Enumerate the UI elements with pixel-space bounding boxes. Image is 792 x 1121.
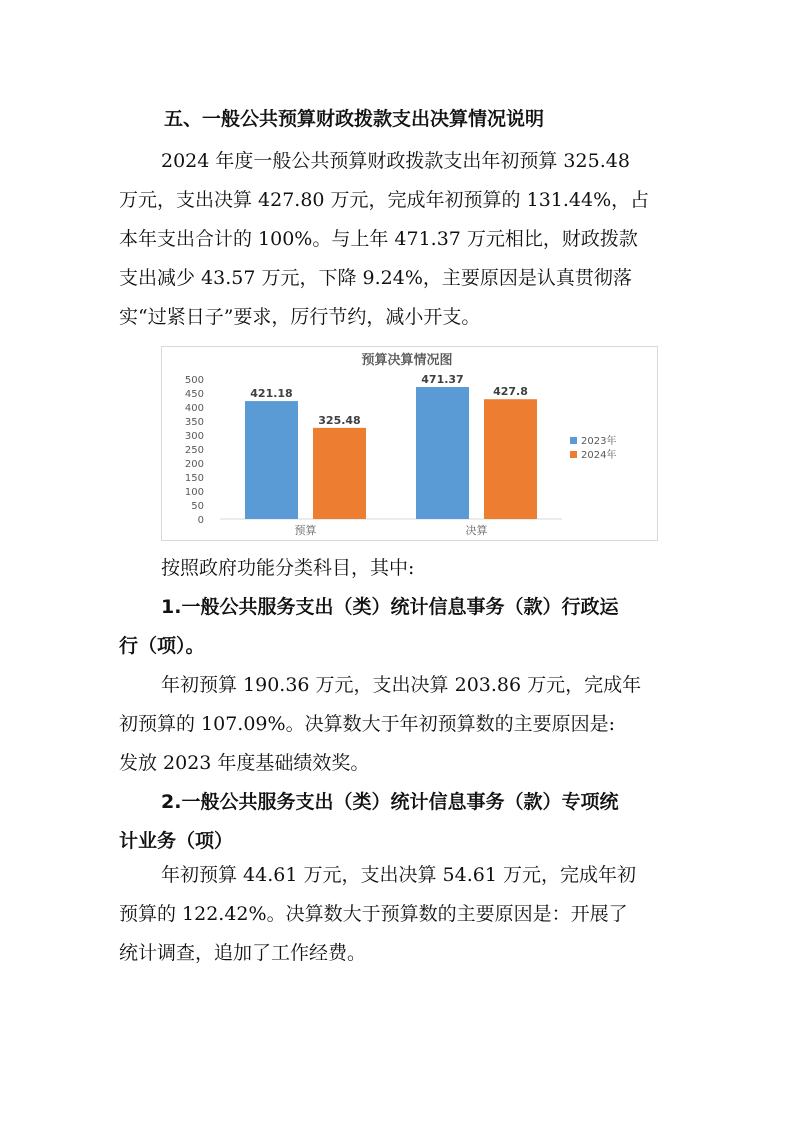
paragraph-line: 初预算的 107.09%。决算数大于年初预算数的主要原因是: xyxy=(119,713,615,735)
y-tick-label: 400 xyxy=(184,403,204,414)
paragraph-budget-summary xyxy=(119,142,679,337)
item2-heading xyxy=(119,783,679,861)
y-tick-label: 250 xyxy=(184,445,204,456)
x-tick-label: 决算 xyxy=(465,524,488,537)
paragraph-line: 年初预算 190.36 万元，支出决算 203.86 万元，完成年 xyxy=(161,674,642,696)
data-label: 471.37 xyxy=(421,373,464,387)
y-tick-label: 0 xyxy=(197,515,204,526)
budget-chart-svg xyxy=(162,347,657,540)
heading-line: 1.一般公共服务支出（类）统计信息事务（款）行政运 xyxy=(161,596,619,618)
x-tick-label: 预算 xyxy=(294,524,317,537)
heading-line: 2.一般公共服务支出（类）统计信息事务（款）专项统 xyxy=(161,791,619,813)
heading-line: 计业务（项） xyxy=(119,830,234,852)
legend-swatch xyxy=(570,451,577,458)
bar-1-1 xyxy=(484,399,537,519)
data-label: 427.8 xyxy=(493,385,528,399)
paragraph-line: 统计调查，追加了工作经费。 xyxy=(119,942,367,964)
paragraph-line: 预算的 122.42%。决算数大于预算数的主要原因是：开展了 xyxy=(119,903,628,925)
paragraph-line: 本年支出合计的 100%。与上年 471.37 万元相比，财政拨款 xyxy=(119,228,638,250)
y-tick-label: 450 xyxy=(184,389,204,400)
y-tick-label: 50 xyxy=(191,501,204,512)
y-tick-label: 300 xyxy=(184,431,204,442)
paragraph-line: 按照政府功能分类科目，其中: xyxy=(161,557,415,579)
legend-swatch xyxy=(570,437,577,444)
legend-label: 2023年 xyxy=(581,436,617,447)
heading-line: 行（项）。 xyxy=(119,635,205,657)
budget-chart xyxy=(161,346,658,541)
bar-0-1 xyxy=(416,387,469,519)
y-tick-label: 200 xyxy=(184,459,204,470)
data-label: 325.48 xyxy=(318,413,361,427)
y-tick-label: 350 xyxy=(184,417,204,428)
paragraph-line: 支出减少 43.57 万元，下降 9.24%，主要原因是认真贯彻落 xyxy=(119,267,632,289)
chart-title: 预算决算情况图 xyxy=(361,353,453,368)
y-tick-label: 100 xyxy=(184,487,204,498)
paragraph-line: 年初预算 44.61 万元，支出决算 54.61 万元，完成年初 xyxy=(161,864,636,886)
legend-label: 2024年 xyxy=(581,450,617,461)
data-label: 421.18 xyxy=(250,387,293,401)
paragraph-line: 万元，支出决算 427.80 万元，完成年初预算的 131.44%，占 xyxy=(119,189,650,211)
y-tick-label: 500 xyxy=(184,375,204,386)
paragraph-line: 2024 年度一般公共预算财政拨款支出年初预算 325.48 xyxy=(161,150,630,172)
item1-heading xyxy=(119,588,679,666)
item2-body xyxy=(119,856,679,973)
paragraph-line: 实“过紧日子”要求，厉行节约，减小开支。 xyxy=(119,306,481,328)
y-tick-label: 150 xyxy=(184,473,204,484)
item1-body xyxy=(119,666,679,783)
section-heading: 五、一般公共预算财政拨款支出决算情况说明 xyxy=(164,108,545,130)
paragraph-classification xyxy=(119,549,679,588)
bar-1-0 xyxy=(313,428,366,519)
paragraph-line: 发放 2023 年度基础绩效奖。 xyxy=(119,752,370,774)
bar-0-0 xyxy=(245,401,298,519)
